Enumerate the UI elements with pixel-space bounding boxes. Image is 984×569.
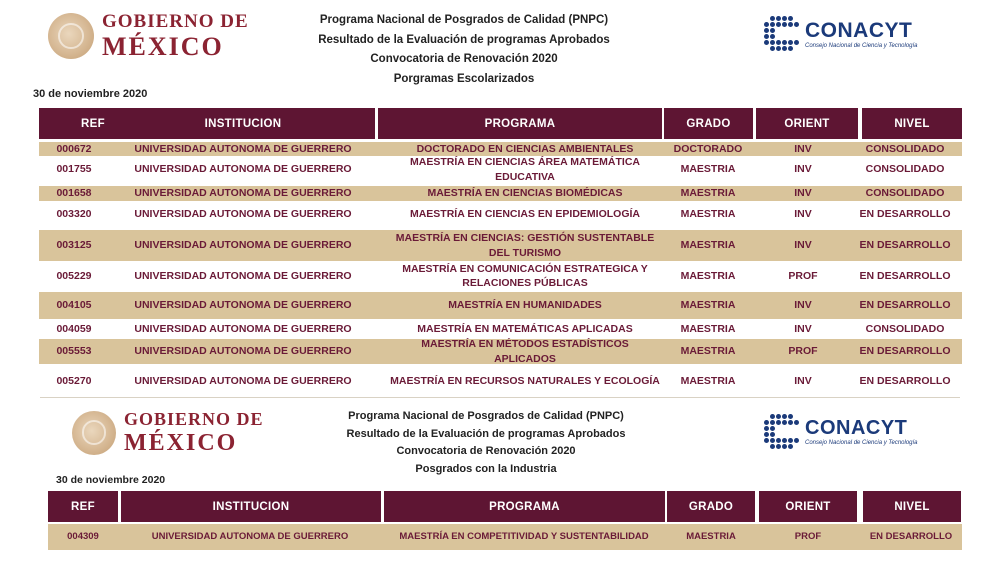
table-row <box>39 292 962 319</box>
cell-nivel: EN DESARROLLO <box>859 269 951 282</box>
section1-gobierno-logo <box>48 12 249 60</box>
conacyt-subtitle: Consejo Nacional de Ciencia y Tecnología <box>805 42 918 49</box>
section1-header-ref: REF <box>39 108 147 139</box>
cell-programa: MAESTRÍA EN CIENCIAS ÁREA MATEMÁTICA EDUCATIVA <box>409 156 641 183</box>
cell-ref: 000672 <box>56 142 92 155</box>
cell-ref: 003320 <box>56 207 92 220</box>
cell-ref: 004059 <box>56 322 92 335</box>
gobierno-text <box>124 410 264 455</box>
section1-header-institucion: INSTITUCION <box>111 108 375 139</box>
cell-grado: MAESTRIA <box>680 345 736 358</box>
cell-orient: INV <box>794 374 812 387</box>
cell-ref: 003125 <box>56 239 92 252</box>
cell-nivel: EN DESARROLLO <box>869 530 953 542</box>
cell-ref: 005270 <box>56 374 92 387</box>
escudo-seal-icon <box>48 13 94 59</box>
conacyt-subtitle: Consejo Nacional de Ciencia y Tecnología <box>805 440 918 446</box>
cell-programa: MAESTRÍA EN RECURSOS NATURALES Y ECOLOGÍA <box>390 374 660 387</box>
cell-orient: INV <box>794 142 812 155</box>
cell-nivel: CONSOLIDADO <box>865 142 945 155</box>
section1-date: 30 de noviembre 2020 <box>33 88 148 100</box>
conacyt-dots-icon <box>764 16 799 51</box>
cell-institucion: UNIVERSIDAD AUTONOMA DE GUERRERO <box>134 269 352 282</box>
cell-orient: PROF <box>794 530 822 542</box>
section2-title-line-2: Resultado de la Evaluación de programas Aprobados <box>346 427 626 440</box>
section2-title-line-1: Programa Nacional de Posgrados de Calidad (PNPC) <box>348 410 624 422</box>
gobierno-text <box>102 12 249 60</box>
gobierno-line2: MÉXICO <box>124 430 238 456</box>
cell-orient: INV <box>794 239 812 252</box>
table-row <box>39 203 962 225</box>
cell-nivel: CONSOLIDADO <box>865 163 945 176</box>
cell-programa: MAESTRÍA EN CIENCIAS EN EPIDEMIOLOGÍA <box>409 207 641 220</box>
table-row <box>39 186 962 201</box>
conacyt-name: CONACYT <box>805 18 913 42</box>
cell-nivel: EN DESARROLLO <box>859 374 951 387</box>
section2-title-line-3: Convocatoria de Renovación 2020 <box>396 445 576 457</box>
cell-grado: MAESTRIA <box>680 207 736 220</box>
cell-programa: MAESTRÍA EN HUMANIDADES <box>448 299 602 312</box>
cell-institucion: UNIVERSIDAD AUTONOMA DE GUERRERO <box>134 163 352 176</box>
section1-header-nivel: NIVEL <box>862 108 962 139</box>
cell-ref: 004309 <box>67 530 99 542</box>
cell-orient: INV <box>794 322 812 335</box>
section2-header-grado: GRADO <box>667 491 755 522</box>
table-row <box>39 321 962 337</box>
table-row <box>48 524 962 550</box>
section1-header-orient: ORIENT <box>756 108 858 139</box>
cell-ref: 005553 <box>56 345 92 358</box>
table-row <box>39 339 962 364</box>
section-divider <box>40 397 960 398</box>
cell-institucion: UNIVERSIDAD AUTONOMA DE GUERRERO <box>134 345 352 358</box>
cell-nivel: CONSOLIDADO <box>865 322 945 335</box>
section2-header-ref: REF <box>48 491 118 522</box>
cell-programa: DOCTORADO EN CIENCIAS AMBIENTALES <box>416 142 634 155</box>
cell-orient: PROF <box>788 345 818 358</box>
cell-institucion: UNIVERSIDAD AUTONOMA DE GUERRERO <box>134 239 352 252</box>
conacyt-text <box>805 19 918 49</box>
cell-grado: MAESTRIA <box>680 187 736 200</box>
cell-programa: MAESTRÍA EN MÉTODOS ESTADÍSTICOS APLICADOS <box>421 338 629 365</box>
cell-programa: MAESTRÍA EN COMPETITIVIDAD Y SUSTENTABILIDAD <box>399 530 649 542</box>
cell-institucion: UNIVERSIDAD AUTONOMA DE GUERRERO <box>151 530 349 542</box>
cell-ref: 005229 <box>56 269 92 282</box>
section1-conacyt-logo <box>764 16 918 51</box>
cell-orient: INV <box>794 163 812 176</box>
cell-ref: 001755 <box>56 163 92 176</box>
conacyt-text <box>805 417 918 446</box>
section1-title-line-1: Programa Nacional de Posgrados de Calidad (PNPC) <box>319 14 609 26</box>
cell-grado: MAESTRIA <box>680 269 736 282</box>
section2-title-line-4: Posgrados con la Industria <box>415 462 557 475</box>
section1-title-line-3: Convocatoria de Renovación 2020 <box>370 53 558 65</box>
cell-programa: MAESTRÍA EN MATEMÁTICAS APLICADAS <box>417 322 633 335</box>
section2-header-institucion: INSTITUCION <box>121 491 381 522</box>
cell-institucion: UNIVERSIDAD AUTONOMA DE GUERRERO <box>134 299 352 312</box>
table-row <box>39 230 962 261</box>
section1-header-grado: GRADO <box>664 108 753 139</box>
cell-nivel: CONSOLIDADO <box>865 187 945 200</box>
section2-header-programa: PROGRAMA <box>384 491 665 522</box>
table-row <box>39 367 962 395</box>
gobierno-line1: GOBIERNO DE <box>124 409 264 429</box>
cell-grado: MAESTRIA <box>680 322 736 335</box>
cell-nivel: EN DESARROLLO <box>859 239 951 252</box>
cell-nivel: EN DESARROLLO <box>859 207 951 220</box>
cell-institucion: UNIVERSIDAD AUTONOMA DE GUERRERO <box>134 142 352 155</box>
cell-ref: 004105 <box>56 299 92 312</box>
cell-grado: MAESTRIA <box>680 374 736 387</box>
escudo-seal-icon <box>72 411 116 455</box>
gobierno-line2: MÉXICO <box>102 32 224 61</box>
cell-grado: MAESTRIA <box>686 530 736 542</box>
table-row <box>39 262 962 290</box>
cell-programa: MAESTRÍA EN COMUNICACIÓN ESTRATEGICA Y RELACIONES PÚBLICAS <box>402 262 648 289</box>
cell-programa: MAESTRÍA EN CIENCIAS: GESTIÓN SUSTENTABLE DEL TURISMO <box>395 232 655 259</box>
cell-nivel: EN DESARROLLO <box>859 299 951 312</box>
cell-institucion: UNIVERSIDAD AUTONOMA DE GUERRERO <box>134 374 352 387</box>
section2-header-nivel: NIVEL <box>863 491 961 522</box>
cell-orient: PROF <box>788 269 818 282</box>
table-row <box>39 155 962 184</box>
gobierno-line1: GOBIERNO DE <box>102 11 249 32</box>
section2-conacyt-logo <box>764 414 918 449</box>
table-row <box>39 142 962 156</box>
section2-header-orient: ORIENT <box>759 491 857 522</box>
cell-programa: MAESTRÍA EN CIENCIAS BIOMÉDICAS <box>427 187 623 200</box>
cell-nivel: EN DESARROLLO <box>859 345 951 358</box>
section2-date: 30 de noviembre 2020 <box>56 474 166 486</box>
cell-orient: INV <box>794 187 812 200</box>
conacyt-dots-icon <box>764 414 799 449</box>
section2-gobierno-logo <box>72 410 264 455</box>
cell-institucion: UNIVERSIDAD AUTONOMA DE GUERRERO <box>134 207 352 220</box>
cell-institucion: UNIVERSIDAD AUTONOMA DE GUERRERO <box>134 322 352 335</box>
section1-title-line-2: Resultado de la Evaluación de programas Aprobados <box>318 33 610 46</box>
conacyt-name: CONACYT <box>805 417 908 439</box>
section1-title-line-4: Porgramas Escolarizados <box>393 72 535 85</box>
cell-grado: DOCTORADO <box>673 142 743 155</box>
cell-orient: INV <box>794 207 812 220</box>
cell-ref: 001658 <box>56 187 92 200</box>
cell-grado: MAESTRIA <box>680 163 736 176</box>
section1-header-programa: PROGRAMA <box>378 108 662 139</box>
cell-orient: INV <box>794 299 812 312</box>
cell-grado: MAESTRIA <box>680 239 736 252</box>
cell-institucion: UNIVERSIDAD AUTONOMA DE GUERRERO <box>134 187 352 200</box>
cell-grado: MAESTRIA <box>680 299 736 312</box>
